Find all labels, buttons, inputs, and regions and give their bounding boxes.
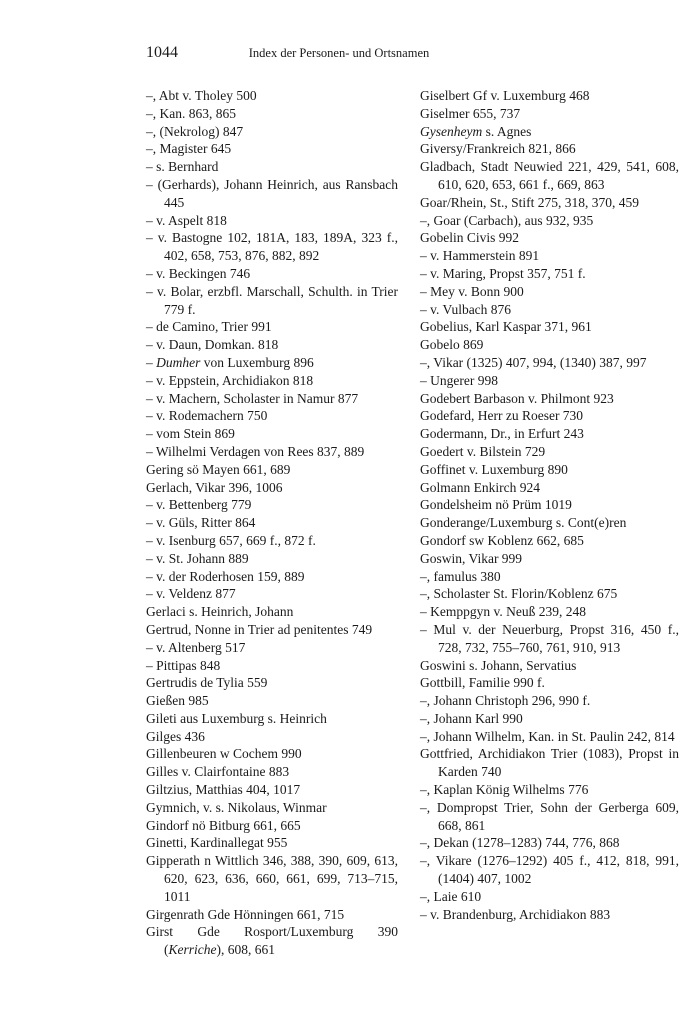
index-entry: Gillenbeuren w Cochem 990: [146, 746, 302, 762]
index-entry: Gonderange/Luxemburg s. Cont(e)ren: [420, 515, 627, 531]
index-entry: – v. Bolar, erzbfl. Marschall, Schulth. in Trier 779 f.: [146, 283, 398, 317]
index-entry: – v. Brandenburg, Archidiakon 883: [420, 906, 611, 922]
index-entry: – v. Altenberg 517: [146, 639, 246, 655]
index-entry: –, Dompropst Trier, Sohn der Gerberga 609, 668, 861: [420, 799, 679, 833]
index-entry: Gipperath n Wittlich 346, 388, 390, 609, 613, 620, 623, 636, 660, 661, 699, 713–715, 1011: [146, 853, 398, 904]
index-entry: –, Vikare (1276–1292) 405 f., 412, 818, 991, (1404) 407, 1002: [420, 853, 679, 887]
page-header: [146, 44, 532, 66]
index-entry: Goar/Rhein, St., Stift 275, 318, 370, 459: [420, 194, 639, 210]
index-entry: –, Goar (Carbach), aus 932, 935: [420, 212, 594, 228]
index-entry: –, Scholaster St. Florin/Koblenz 675: [420, 586, 618, 602]
index-entry: Gondelsheim nö Prüm 1019: [420, 497, 572, 513]
index-column-left: [146, 87, 398, 959]
index-entry: –, Johann Christoph 296, 990 f.: [420, 693, 591, 709]
index-entry: Gießen 985: [146, 693, 209, 709]
index-entry: Goswini s. Johann, Servatius: [420, 657, 577, 673]
index-entry: – Mul v. der Neuerburg, Propst 316, 450 f., 728, 732, 755–760, 761, 910, 913: [420, 621, 679, 655]
index-entry: –, Kaplan König Wilhelms 776: [420, 782, 589, 798]
index-entry: Gilges 436: [146, 728, 205, 744]
index-entry: – s. Bernhard: [146, 159, 219, 175]
index-entry: Gymnich, v. s. Nikolaus, Winmar: [146, 799, 327, 815]
index-entry: –, Johann Wilhelm, Kan. in St. Paulin 242, 814: [420, 728, 675, 744]
index-entry: –, Abt v. Tholey 500: [146, 88, 257, 103]
index-entry: –, Magister 645: [146, 141, 232, 157]
index-entry: Gobelius, Karl Kaspar 371, 961: [420, 319, 592, 335]
index-entry: Giselbert Gf v. Luxemburg 468: [420, 88, 590, 103]
index-entry: Godebert Barbason v. Philmont 923: [420, 390, 614, 406]
index-entry: Gladbach, Stadt Neuwied 221, 429, 541, 608, 610, 620, 653, 661 f., 669, 863: [420, 159, 679, 192]
index-entry: – v. der Roderhosen 159, 889: [146, 568, 305, 584]
index-entry: – de Camino, Trier 991: [146, 319, 272, 335]
running-title: Index der Personen- und Ortsnamen: [248, 46, 430, 60]
index-entry: – v. Machern, Scholaster in Namur 877: [146, 390, 359, 406]
index-entry: Gerlach, Vikar 396, 1006: [146, 479, 283, 495]
index-entry: – Mey v. Bonn 900: [420, 283, 524, 299]
page-number: 1044: [146, 44, 178, 61]
index-entry: – Wilhelmi Verdagen von Rees 837, 889: [146, 443, 365, 459]
index-entry: – v. Aspelt 818: [146, 212, 227, 228]
index-entry: – vom Stein 869: [146, 426, 235, 442]
index-entry: Giltzius, Matthias 404, 1017: [146, 782, 301, 798]
index-entry: –, Vikar (1325) 407, 994, (1340) 387, 997: [420, 354, 647, 370]
index-entry: Gobelin Civis 992: [420, 230, 520, 246]
index-entry: Goedert v. Bilstein 729: [420, 443, 546, 459]
index-entry: Gysenheym s. Agnes: [420, 123, 532, 139]
index-entry: – v. St. Johann 889: [146, 550, 249, 566]
index-entry: Gileti aus Luxemburg s. Heinrich: [146, 710, 327, 726]
index-column-right: [420, 87, 679, 923]
index-entry: – v. Vulbach 876: [420, 301, 512, 317]
index-entry: –, Johann Karl 990: [420, 710, 523, 726]
index-entry: Gertrud, Nonne in Trier ad penitentes 749: [146, 621, 373, 637]
index-entry: Gottbill, Familie 990 f.: [420, 675, 545, 691]
index-entry: – v. Bastogne 102, 181A, 183, 189A, 323 f., 402, 658, 753, 876, 882, 892: [146, 230, 398, 264]
index-entry: Gobelo 869: [420, 337, 484, 353]
index-entry: – v. Isenburg 657, 669 f., 872 f.: [146, 532, 316, 548]
index-entry: –, (Nekrolog) 847: [146, 123, 244, 139]
index-entry: – Dumher von Luxemburg 896: [146, 354, 314, 370]
index-entry: – v. Beckingen 746: [146, 265, 251, 281]
index-entry: Gertrudis de Tylia 559: [146, 675, 268, 691]
index-entry: Gering sö Mayen 661, 689: [146, 461, 291, 477]
index-entry: – v. Maring, Propst 357, 751 f.: [420, 265, 586, 281]
index-entry: Gindorf nö Bitburg 661, 665: [146, 817, 301, 833]
index-entry: Godefard, Herr zu Roeser 730: [420, 408, 584, 424]
index-entry: Golmann Enkirch 924: [420, 479, 540, 495]
index-entry: Giselmer 655, 737: [420, 105, 521, 121]
index-entry: Giversy/Frankreich 821, 866: [420, 141, 576, 157]
index-entry: –, Kan. 863, 865: [146, 105, 236, 121]
index-entry: – v. Güls, Ritter 864: [146, 515, 256, 531]
index-entry: – Ungerer 998: [420, 372, 498, 388]
index-entry: Gondorf sw Koblenz 662, 685: [420, 532, 584, 548]
index-entry: –, Laie 610: [420, 888, 482, 904]
index-entry: Girst Gde Rosport/Luxemburg 390 (Kerriche), 608, 661: [146, 924, 398, 958]
index-entry: – v. Bettenberg 779: [146, 497, 252, 513]
index-entry: – v. Eppstein, Archidiakon 818: [146, 372, 314, 388]
index-entry: – v. Hammerstein 891: [420, 248, 540, 264]
index-entry: – Pittipas 848: [146, 657, 221, 673]
index-entry: – (Gerhards), Johann Heinrich, aus Ransbach 445: [146, 176, 398, 210]
index-entry: Goswin, Vikar 999: [420, 550, 523, 566]
index-entry: Gottfried, Archidiakon Trier (1083), Propst in Karden 740: [420, 746, 679, 780]
index-entry: –, Dekan (1278–1283) 744, 776, 868: [420, 835, 620, 851]
index-entry: – v. Rodemachern 750: [146, 408, 268, 424]
index-entry: Girgenrath Gde Hönningen 661, 715: [146, 906, 345, 922]
index-entry: Ginetti, Kardinallegat 955: [146, 835, 288, 851]
index-entry: –, famulus 380: [420, 568, 501, 584]
index-entry: Gerlaci s. Heinrich, Johann: [146, 604, 294, 620]
index-entry: – v. Veldenz 877: [146, 586, 236, 602]
index-entry: Godermann, Dr., in Erfurt 243: [420, 426, 584, 442]
index-entry: Goffinet v. Luxemburg 890: [420, 461, 568, 477]
index-entry: – Kemppgyn v. Neuß 239, 248: [420, 604, 586, 620]
index-entry: – v. Daun, Domkan. 818: [146, 337, 279, 353]
index-entry: Gilles v. Clairfontaine 883: [146, 764, 290, 780]
